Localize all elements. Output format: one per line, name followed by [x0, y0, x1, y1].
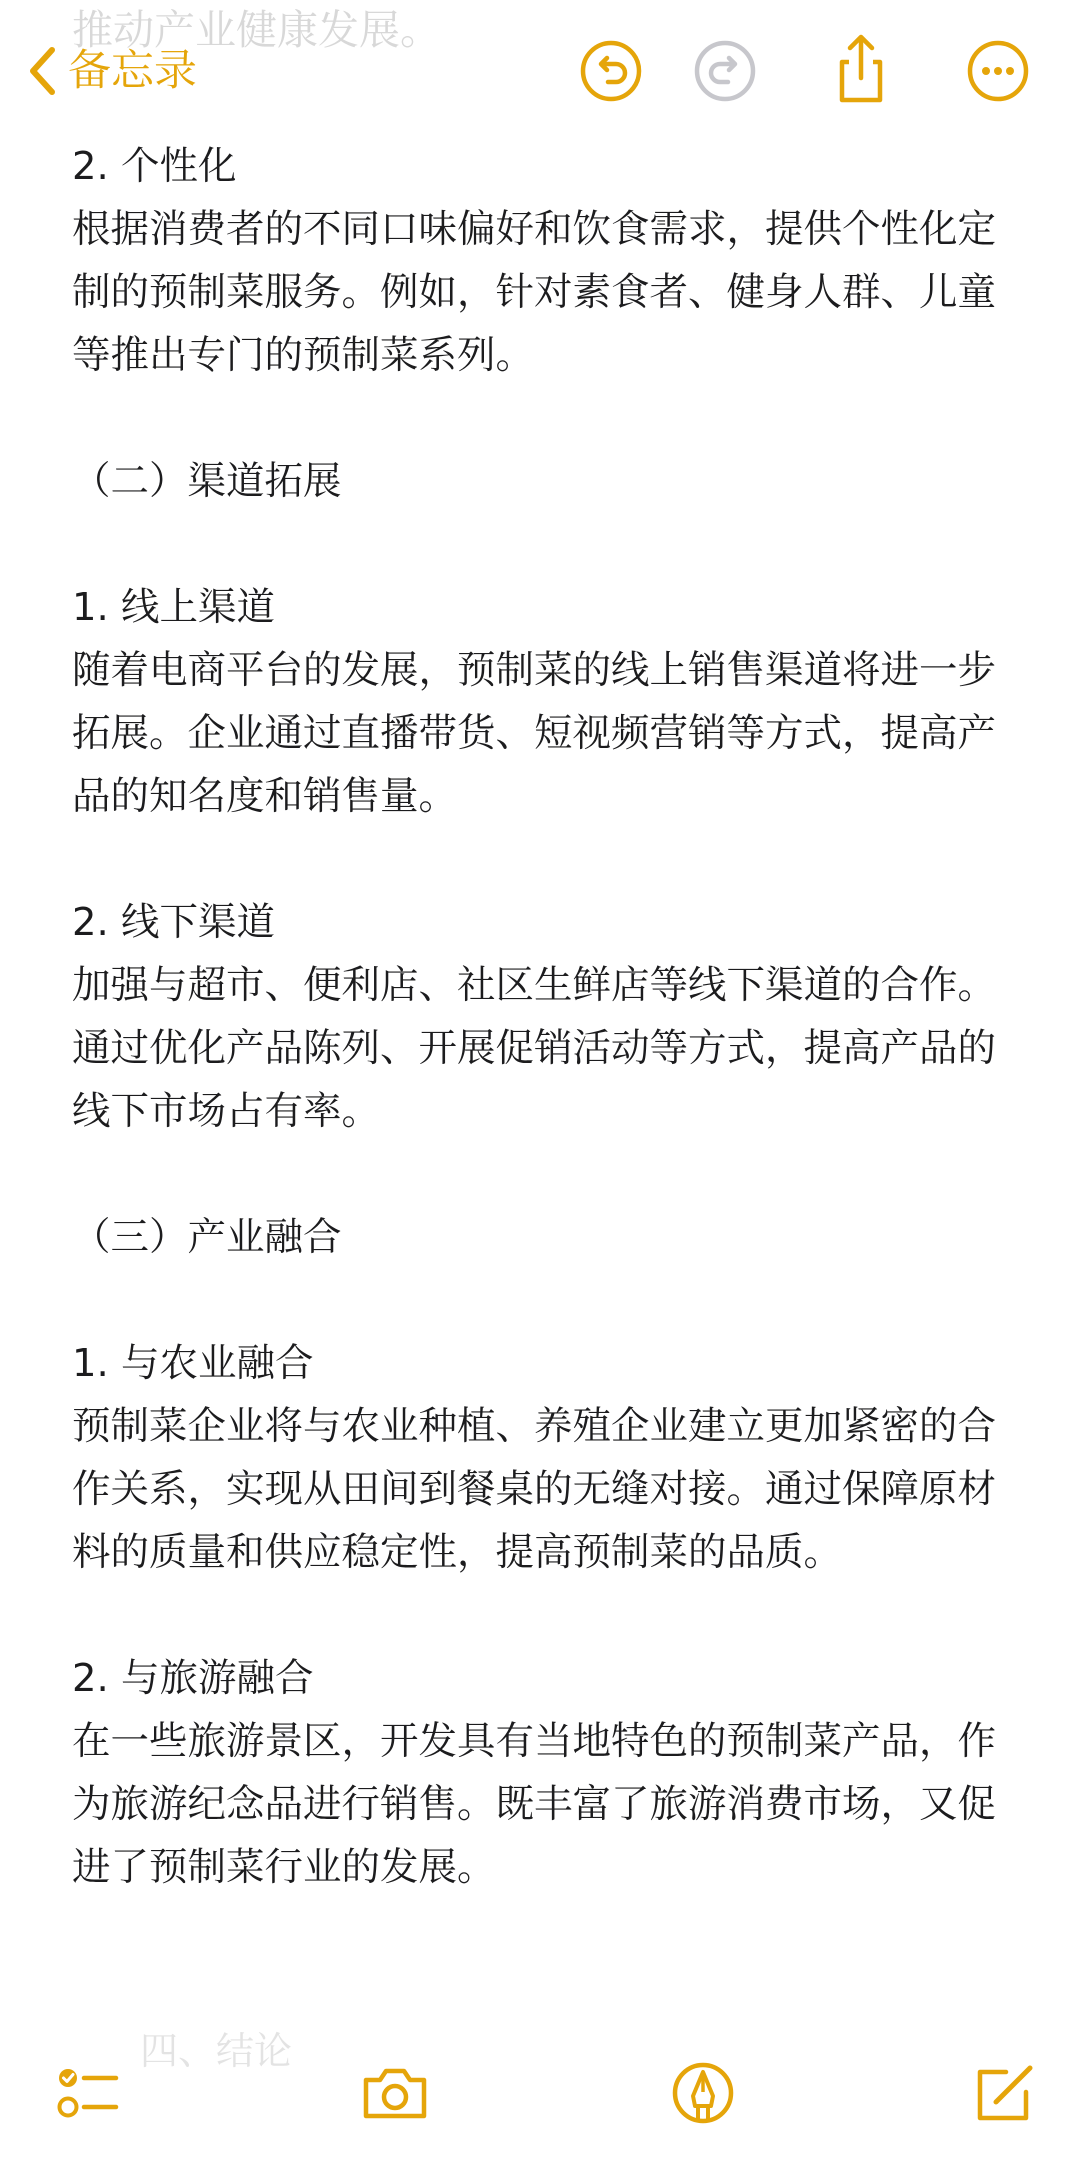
paragraph-online-channel: 随着电商平台的发展，预制菜的线上销售渠道将进一步拓展。企业通过直播带货、短视频营销等方式，提高产品的知名度和销售量。: [72, 648, 997, 819]
undo-icon: [578, 38, 644, 104]
section-heading-industry-integration: （三）产业融合: [72, 1215, 342, 1260]
blank-line: [72, 387, 1002, 450]
item-heading-offline-channel: 2. 线下渠道: [72, 900, 275, 945]
blank-line: [72, 1584, 1002, 1647]
scrolled-text-under-nav: 推动产业健康发展。: [72, 6, 441, 54]
blank-line: [72, 1143, 1002, 1206]
bottom-toolbar: [0, 2040, 1080, 2163]
paragraph-tourism: 在一些旅游景区，开发具有当地特色的预制菜产品，作为旅游纪念品进行销售。既丰富了旅游消费市场，又促进了预制菜行业的发展。: [72, 1719, 997, 1890]
blank-line: [72, 1269, 1002, 1332]
item-heading-personalization: 2. 个性化: [72, 144, 237, 189]
scrolled-text-under-toolbar: 四、结论: [140, 2029, 293, 2073]
redo-icon: [692, 38, 758, 104]
compose-icon: [970, 2058, 1040, 2128]
camera-icon: [360, 2058, 430, 2128]
share-button[interactable]: [828, 32, 894, 106]
navigation-bar: [0, 0, 1080, 140]
markup-icon: [668, 2058, 738, 2128]
paragraph-personalization: 根据消费者的不同口味偏好和饮食需求，提供个性化定制的预制菜服务。例如，针对素食者、健身人群、儿童等推出专门的预制菜系列。: [72, 207, 997, 378]
chevron-left-icon: [28, 46, 56, 96]
back-button-label: 备忘录: [68, 45, 197, 96]
paragraph-offline-channel: 加强与超市、便利店、社区生鲜店等线下渠道的合作。通过优化产品陈列、开展促销活动等方式，提高产品的线下市场占有率。: [72, 963, 997, 1134]
compose-button[interactable]: [970, 2058, 1040, 2128]
item-heading-online-channel: 1. 线上渠道: [72, 585, 275, 630]
back-button[interactable]: [28, 38, 197, 104]
section-heading-channel-expansion: （二）渠道拓展: [72, 459, 342, 504]
checklist-button[interactable]: [52, 2058, 122, 2128]
redo-button[interactable]: [692, 38, 758, 104]
share-icon: [828, 32, 894, 106]
item-heading-agriculture: 1. 与农业融合: [72, 1341, 314, 1386]
item-heading-tourism: 2. 与旅游融合: [72, 1656, 314, 1701]
paragraph-agriculture: 预制菜企业将与农业种植、养殖企业建立更加紧密的合作关系，实现从田间到餐桌的无缝对接。通过保障原材料的质量和供应稳定性，提高预制菜的品质。: [72, 1404, 997, 1575]
more-icon: [965, 38, 1031, 104]
more-button[interactable]: [965, 38, 1031, 104]
note-content[interactable]: [72, 135, 1002, 1899]
camera-button[interactable]: [360, 2058, 430, 2128]
undo-button[interactable]: [578, 38, 644, 104]
checklist-icon: [52, 2058, 122, 2128]
blank-line: [72, 513, 1002, 576]
blank-line: [72, 828, 1002, 891]
markup-button[interactable]: [668, 2058, 738, 2128]
